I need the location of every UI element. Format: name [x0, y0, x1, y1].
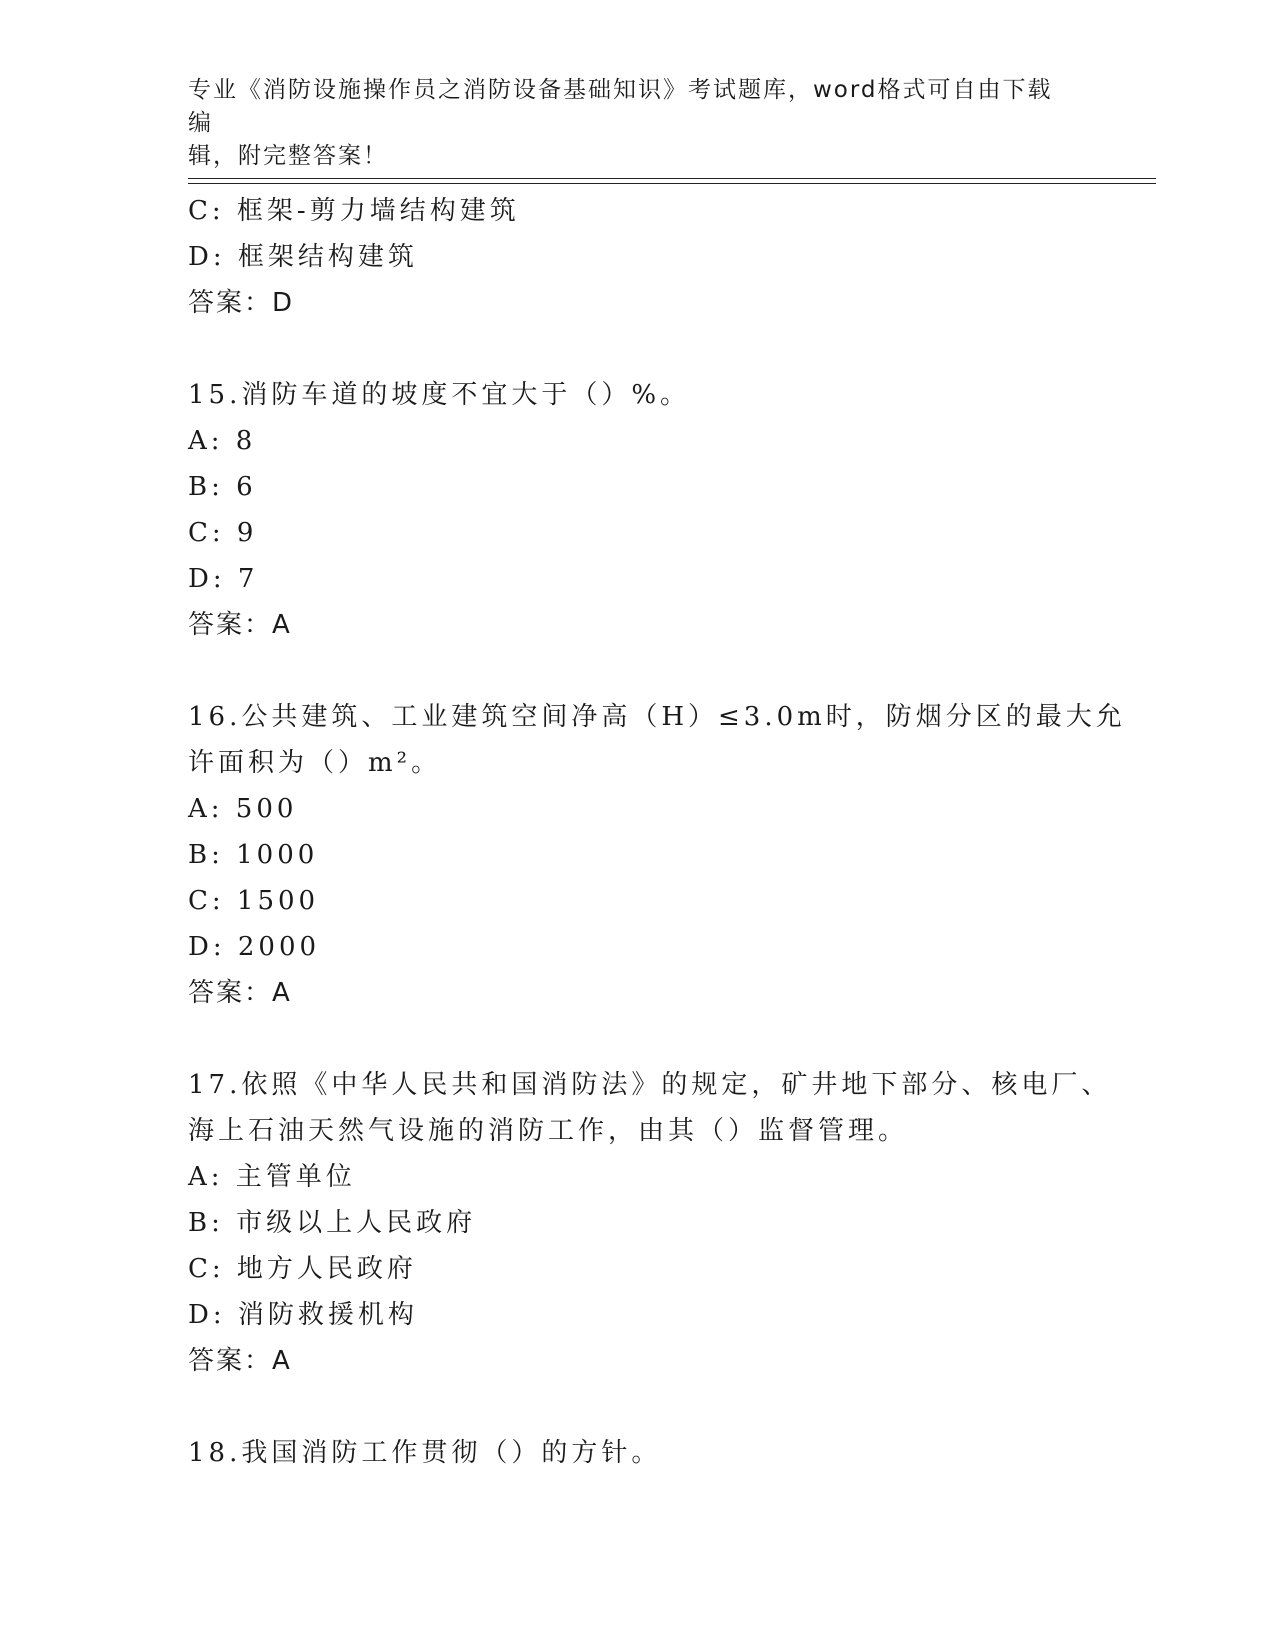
answer-line: 答案：A: [188, 978, 292, 1008]
option-a: A: 8: [188, 426, 257, 456]
option-c: C: 9: [188, 518, 258, 548]
question-stem-continued: 海上石油天然气设施的消防工作，由其（）监督管理。: [188, 1116, 909, 1146]
question-stem: 17.依照《中华人民共和国消防法》的规定，矿井地下部分、核电厂、: [188, 1070, 1112, 1100]
header-line-2: 辑，附完整答案！: [188, 143, 388, 169]
spacer: [188, 1384, 1088, 1430]
question-stem-continued: 许面积为（）m²。: [188, 748, 442, 778]
header-divider-bottom: [188, 183, 1156, 184]
spacer: [188, 648, 1088, 694]
question-14-continued: [188, 188, 1088, 326]
option-b: B: 6: [188, 472, 257, 502]
document-header: [188, 74, 1068, 173]
header-line-1: 专业《消防设施操作员之消防设备基础知识》考试题库，word格式可自由下载编: [188, 77, 1053, 136]
question-stem: 15.消防车道的坡度不宜大于（）%。: [188, 380, 691, 410]
answer-line: 答案：A: [188, 1346, 292, 1376]
question-18: [188, 1430, 1088, 1476]
question-17: [188, 1062, 1112, 1384]
option-d: D: 框架结构建筑: [188, 242, 418, 272]
option-d: D: 7: [188, 564, 259, 594]
option-a: A: 500: [188, 794, 298, 824]
answer-line: 答案：D: [188, 288, 295, 318]
question-list: [188, 188, 1126, 1476]
header-divider-top: [188, 178, 1156, 179]
option-b: B: 市级以上人民政府: [188, 1208, 477, 1238]
option-b: B: 1000: [188, 840, 319, 870]
option-a: A: 主管单位: [188, 1162, 356, 1192]
spacer: [188, 326, 1088, 372]
option-d: D: 消防救援机构: [188, 1300, 418, 1330]
answer-line: 答案：A: [188, 610, 292, 640]
option-d: D: 2000: [188, 932, 321, 962]
question-16: [188, 694, 1126, 1016]
question-stem: 18.我国消防工作贯彻（）的方针。: [188, 1438, 662, 1468]
option-c: C: 框架-剪力墙结构建筑: [188, 196, 520, 226]
option-c: C: 地方人民政府: [188, 1254, 417, 1284]
spacer: [188, 1016, 1088, 1062]
option-c: C: 1500: [188, 886, 320, 916]
question-15: [188, 372, 1088, 648]
question-stem: 16.公共建筑、工业建筑空间净高（H）≤3.0m时，防烟分区的最大允: [188, 702, 1126, 732]
